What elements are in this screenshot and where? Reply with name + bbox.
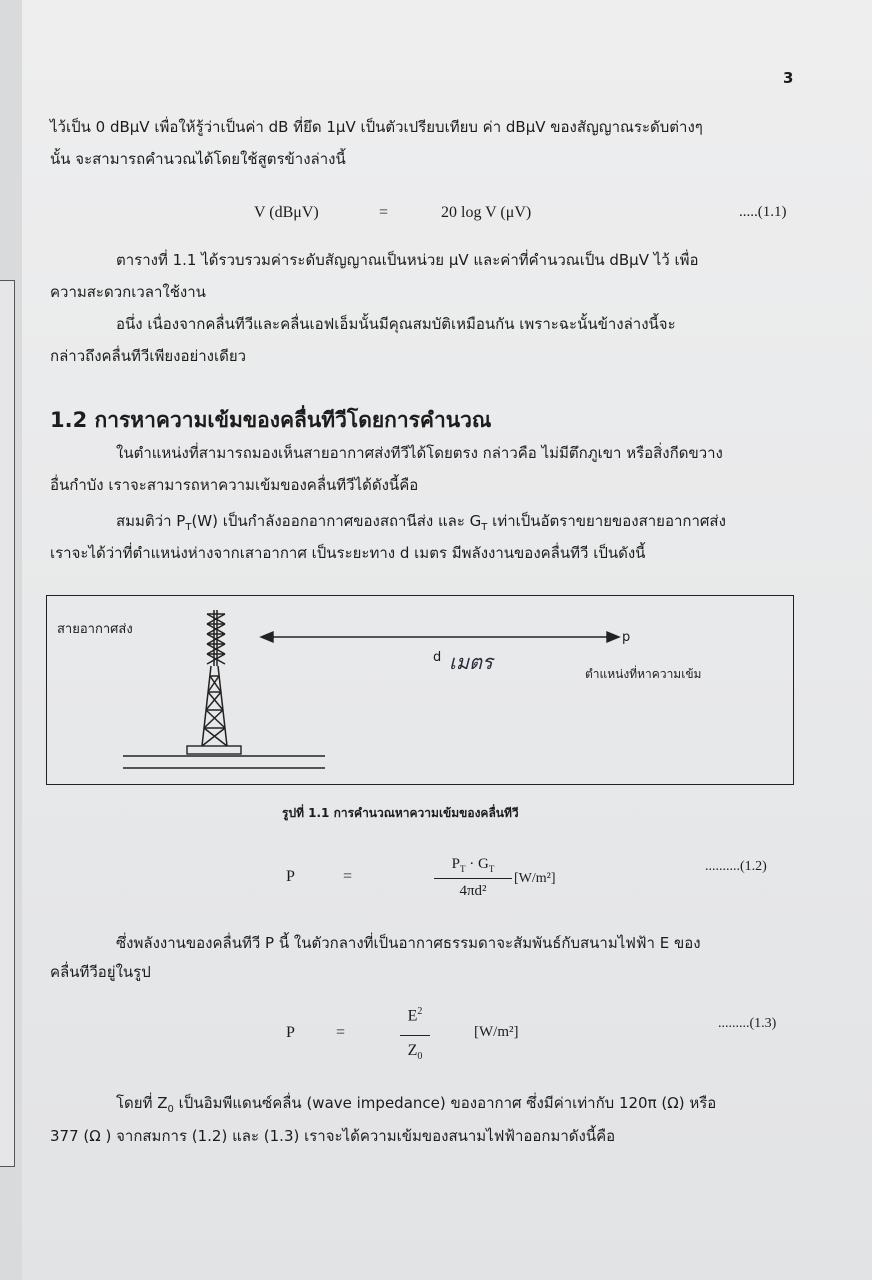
para1-line2: นั้น จะสามารถคำนวณได้โดยใช้สูตรข้างล่างนี้	[50, 150, 346, 168]
antenna-diagram	[47, 596, 793, 784]
figure-caption: รูปที่ 1.1 การคำนวณหาความเข้มของคลื่นทีวี	[282, 806, 519, 820]
position-label: ตำแหน่งที่หาความเข้ม	[585, 667, 702, 681]
para4-line2: อื่นกำบัง เราจะสามารถหาความเข้มของคลื่นทีวีได้ดังนี้คือ	[50, 476, 419, 494]
para2-line2: ความสะดวกเวลาใช้งาน	[50, 283, 206, 301]
para7-line1: โดยที่ $Z_0$ เป็นอิมพีแดนซ์คลื่น (wave impedance) ของอากาศ ซึ่งมีค่าเท่ากับ 120π (Ω) หรือ	[116, 1094, 717, 1115]
para5-line2: เราจะได้ว่าที่ตำแหน่งห่างจากเสาอากาศ เป็นระยะทาง d เมตร มีพลังงานของคลื่นทีวี เป็นดังนี้	[50, 544, 646, 562]
para6-line2: คลื่นทีวีอยู่ในรูป	[50, 963, 151, 981]
eq2-lhs: P	[286, 868, 295, 885]
eq3-number: .........(1.3)	[718, 1016, 777, 1031]
eq2-unit: [W/m²]	[514, 871, 556, 886]
eq3-numerator: $E^2$	[407, 1006, 423, 1025]
para3-line1: อนึ่ง เนื่องจากคลื่นทีวีและคลื่นเอฟเอ็มนั้นมีคุณสมบัติเหมือนกัน เพราะฉะนั้นข้างล่างนี้จะ	[116, 315, 676, 333]
handwritten-note: เมตร	[449, 650, 493, 674]
para1-line1: ไว้เป็น 0 dBμV เพื่อให้รู้ว่าเป็นค่า dB ที่ยึด 1μV เป็นตัวเปรียบเทียบ ค่า dBμV ของสัญญาณระดับต่างๆ	[50, 118, 703, 136]
eq3-equals: =	[336, 1024, 346, 1041]
eq1-number: .....(1.1)	[739, 204, 787, 220]
page-number: 3	[783, 69, 794, 87]
para3-line2: กล่าวถึงคลื่นทีวีเพียงอย่างเดียว	[50, 347, 247, 365]
eq3-fraction-bar	[400, 1035, 430, 1036]
distance-label: d	[433, 650, 442, 665]
para7-line2: 377 (Ω ) จากสมการ (1.2) และ (1.3) เราจะได้ความเข้มของสนามไฟฟ้าออกมาดังนี้คือ	[50, 1127, 616, 1145]
adjacent-page-edge	[0, 280, 15, 1167]
para2-line1: ตารางที่ 1.1 ได้รวบรวมค่าระดับสัญญาณเป็นหน่วย μV และค่าที่คำนวณเป็น dBμV ไว้ เพื่อ	[116, 251, 699, 269]
eq2-denominator: 4πd²	[459, 883, 487, 899]
eq1-equals: =	[379, 204, 389, 221]
eq3-unit: [W/m²]	[474, 1024, 519, 1040]
eq3-lhs: P	[286, 1024, 295, 1041]
figure-box	[46, 595, 794, 785]
point-p-label: p	[622, 630, 631, 645]
para5-line1: สมมติว่า $P_T(W)$ เป็นกำลังออกอากาศของสถานีส่ง และ $G_T$ เท่าเป็นอัตราขยายของสายอากาศส่ง	[116, 512, 726, 533]
eq2-number: ..........(1.2)	[705, 859, 767, 874]
eq2-numerator: $P_T \cdot G_T$	[451, 856, 495, 874]
distance-arrow	[261, 632, 619, 642]
eq1-lhs: V (dBμV)	[254, 204, 319, 221]
tower-base	[187, 746, 241, 754]
para6-line1: ซึ่งพลังงานของคลื่นทีวี P นี้ ในตัวกลางที่เป็นอากาศธรรมดาจะสัมพันธ์กับสนามไฟฟ้า E ของ	[116, 934, 701, 952]
para4-line1: ในตำแหน่งที่สามารถมองเห็นสายอากาศส่งทีวีได้โดยตรง กล่าวคือ ไม่มีตึกภูเขา หรือสิ่งกีดขวาง	[116, 444, 723, 462]
eq3-denominator: $Z_0$	[407, 1042, 423, 1063]
section-heading: 1.2 การหาความเข้มของคลื่นทีวีโดยการคำนวณ	[50, 408, 492, 432]
antenna-label: สายอากาศส่ง	[57, 622, 133, 637]
eq2-equals: =	[343, 868, 353, 885]
tower-icon	[202, 610, 227, 746]
eq2-fraction-bar	[434, 878, 512, 879]
eq1-rhs: 20 log V (μV)	[441, 204, 532, 221]
